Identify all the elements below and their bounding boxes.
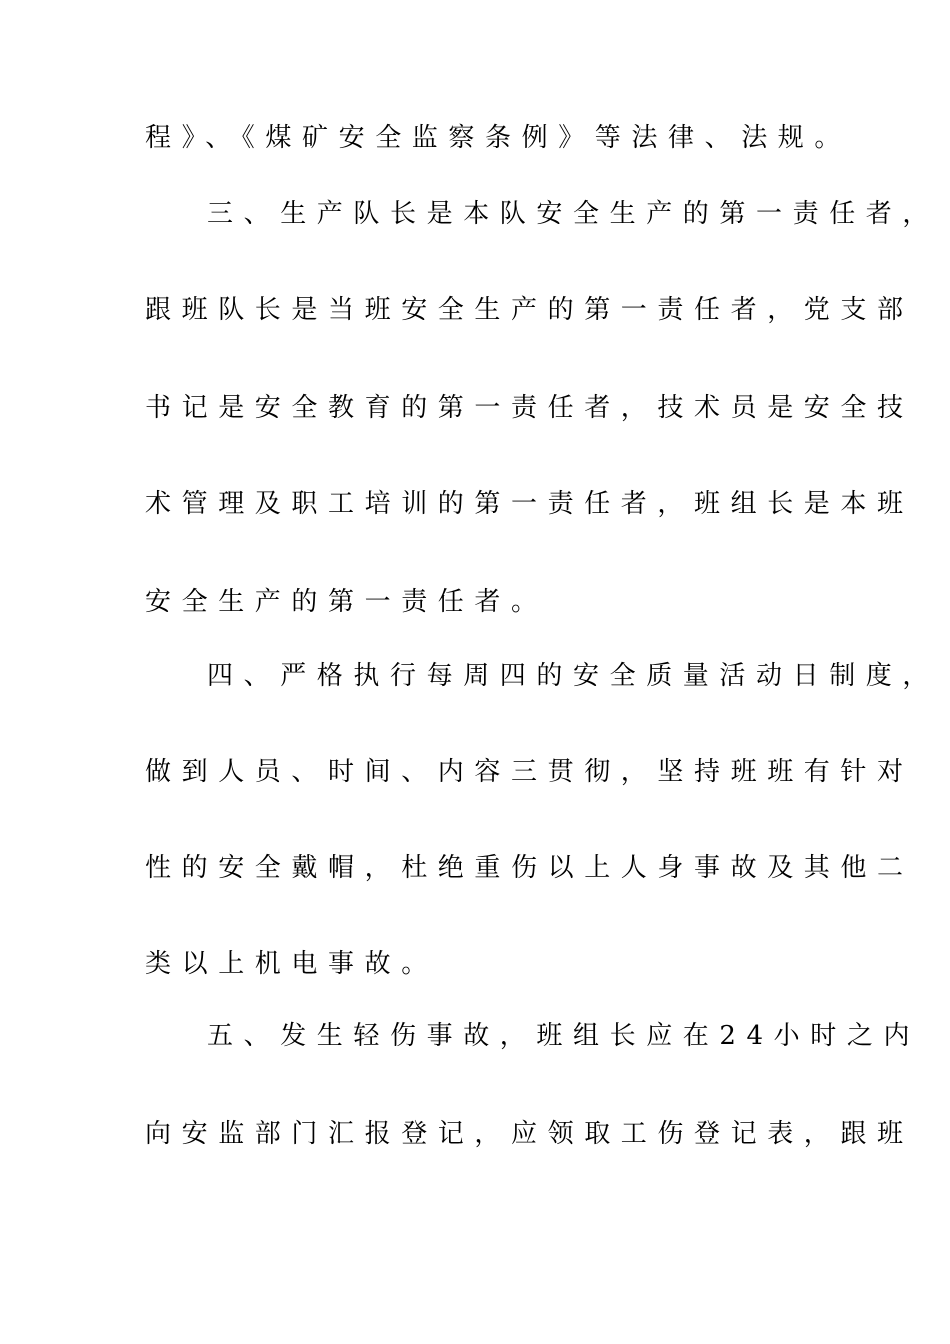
paragraph-4-start: 四、严格执行每周四的安全质量活动日制度， bbox=[207, 661, 940, 691]
text-line-3: 跟班队长是当班安全生产的第一责任者，党支部 bbox=[145, 295, 914, 325]
text-line-6: 安全生产的第一责任者。 bbox=[145, 587, 548, 617]
text-line-5: 术管理及职工培训的第一责任者，班组长是本班 bbox=[145, 489, 914, 519]
text-line-10: 类以上机电事故。 bbox=[145, 949, 438, 979]
text-line-1: 程》、《煤矿安全监察条例》等法律、法规。 bbox=[145, 123, 852, 153]
text-line-4: 书记是安全教育的第一责任者，技术员是安全技 bbox=[145, 393, 914, 423]
paragraph-3-start: 三、生产队长是本队安全生产的第一责任者， bbox=[207, 199, 940, 229]
text-line-8: 做到人员、时间、内容三贯彻，坚持班班有针对 bbox=[145, 757, 914, 787]
text-line-9: 性的安全戴帽，杜绝重伤以上人身事故及其他二 bbox=[145, 853, 914, 883]
paragraph-5-start: 五、发生轻伤事故，班组长应在24小时之内 bbox=[207, 1021, 921, 1051]
text-line-12: 向安监部门汇报登记，应领取工伤登记表，跟班 bbox=[145, 1119, 914, 1149]
